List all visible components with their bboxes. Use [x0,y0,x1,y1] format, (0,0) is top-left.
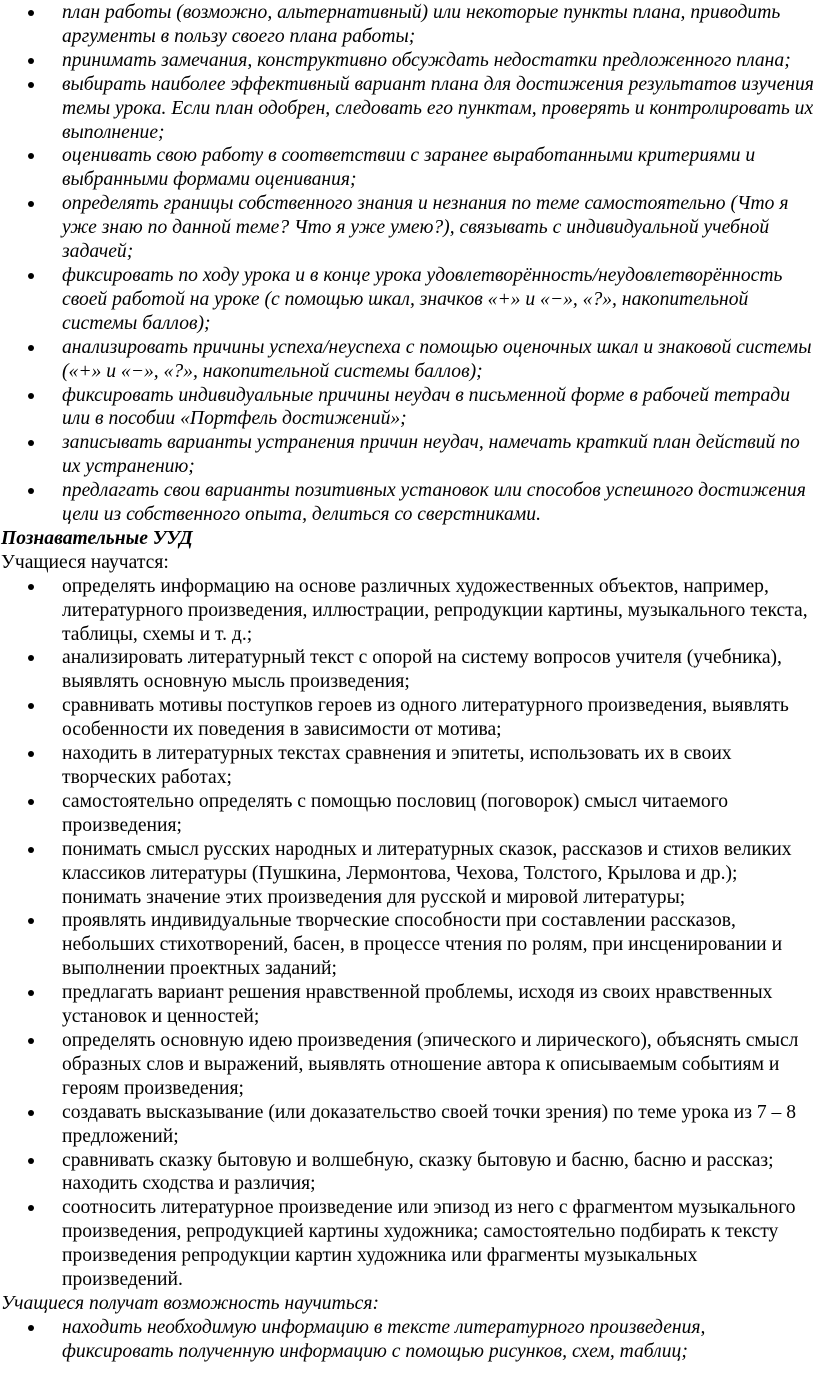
list-item: находить в литературных текстах сравнения и эпитеты, использовать их в своих творческих работах; [0,742,816,790]
list-item: фиксировать индивидуальные причины неудач в письменной форме в рабочей тетради или в пособии «Портфель достижений»; [0,384,816,432]
list-item: самостоятельно определять с помощью пословиц (поговорок) смысл читаемого произведения; [0,790,816,838]
list-item: определять границы собственного знания и незнания по теме самостоятельно (Что я уже знаю по данной теме? Что я уже умею?), связывать с индивидуальной учебной задачей; [0,192,816,264]
bullet-icon [28,1205,34,1211]
bullet-icon [28,82,34,88]
bullet-icon [28,273,34,279]
bullet-icon [28,751,34,757]
list-item: оценивать свою работу в соответствии с заранее выработанными критериями и выбранными формами оценивания; [0,144,816,192]
list-item: проявлять индивидуальные творческие способности при составлении рассказов, небольших стихотворений, басен, в процессе чтения по ролям, при инсценировании и выполнении проектных заданий; [0,909,816,981]
list-item: выбирать наиболее эффективный вариант плана для достижения результатов изучения темы урока. Если план одобрен, следовать его пунктам, проверять и контролировать их выполнение; [0,73,816,145]
list-item: фиксировать по ходу урока и в конце урока удовлетворённость/неудовлетворённость своей работой на уроке (с помощью шкал, значков «+» и «−», «?», накопительной системы баллов); [0,264,816,336]
bullet-icon [28,58,34,64]
bullet-icon [28,918,34,924]
bullet-icon [28,1158,34,1164]
list-item: понимать смысл русских народных и литературных сказок, рассказов и стихов великих классиков литературы (Пушкина, Лермонтова, Чехова, Толстого, Крылова и др.); понимать значение этих произведения для русской и мировой литературы; [0,838,816,910]
list-item: сравнивать сказку бытовую и волшебную, сказку бытовую и басню, басню и рассказ; находить сходства и различия; [0,1149,816,1197]
bullet-icon [28,393,34,399]
list-item: определять информацию на основе различных художественных объектов, например, литературного произведения, иллюстрации, репродукции картины, музыкального текста, таблицы, схемы и т. д.; [0,575,816,647]
bullet-icon [28,345,34,351]
section-heading: Познавательные УУД [1,527,193,549]
opportunity-list [0,1316,816,1364]
list-item: определять основную идею произведения (эпического и лирического), объяснять смысл образных слов и выражений, выявлять отношение автора к описываемым событиям и героям произведения; [0,1029,816,1101]
list-item: план работы (возможно, альтернативный) или некоторые пункты плана, приводить аргументы в пользу своего плана работы; [0,1,816,49]
list-item: предлагать свои варианты позитивных установок или способов успешного достижения цели из собственного опыта, делиться со сверстниками. [0,479,816,527]
bullet-icon [28,799,34,805]
list-item: принимать замечания, конструктивно обсуждать недостатки предложенного плана; [0,49,816,73]
bullet-icon [28,584,34,590]
bullet-icon [28,990,34,996]
bullet-icon [28,655,34,661]
opportunity-label: Учащиеся получат возможность научиться: [1,1292,379,1314]
bullet-icon [28,1110,34,1116]
list-item: предлагать вариант решения нравственной проблемы, исходя из своих нравственных установок и ценностей; [0,981,816,1029]
bullet-icon [28,1038,34,1044]
regulative-skills-list [0,1,816,527]
list-item: анализировать причины успеха/неуспеха с помощью оценочных шкал и знаковой системы («+» и «−», «?», накопительной системы баллов); [0,336,816,384]
bullet-icon [28,201,34,207]
bullet-icon [28,847,34,853]
list-item: соотносить литературное произведение или эпизод из него с фрагментом музыкального произведения, репродукцией картины художника; самостоятельно подбирать к тексту произведения репродукции картин художника или фрагменты музыкальных произведений. [0,1196,816,1292]
list-item: анализировать литературный текст с опорой на систему вопросов учителя (учебника), выявлять основную мысль произведения; [0,646,816,694]
list-item: записывать варианты устранения причин неудач, намечать краткий план действий по их устранению; [0,431,816,479]
list-item: находить необходимую информацию в тексте литературного произведения, фиксировать полученную информацию с помощью рисунков, схем, таблиц; [0,1316,816,1364]
cognitive-skills-list [0,575,816,1292]
list-item: сравнивать мотивы поступков героев из одного литературного произведения, выявлять особенности их поведения в зависимости от мотива; [0,694,816,742]
bullet-icon [28,10,34,16]
bullet-icon [28,703,34,709]
list-item: создавать высказывание (или доказательство своей точки зрения) по теме урока из 7 – 8 предложений; [0,1101,816,1149]
students-will-learn-label: Учащиеся научатся: [1,551,169,573]
bullet-icon [28,153,34,159]
bullet-icon [28,1325,34,1331]
bullet-icon [28,488,34,494]
bullet-icon [28,440,34,446]
